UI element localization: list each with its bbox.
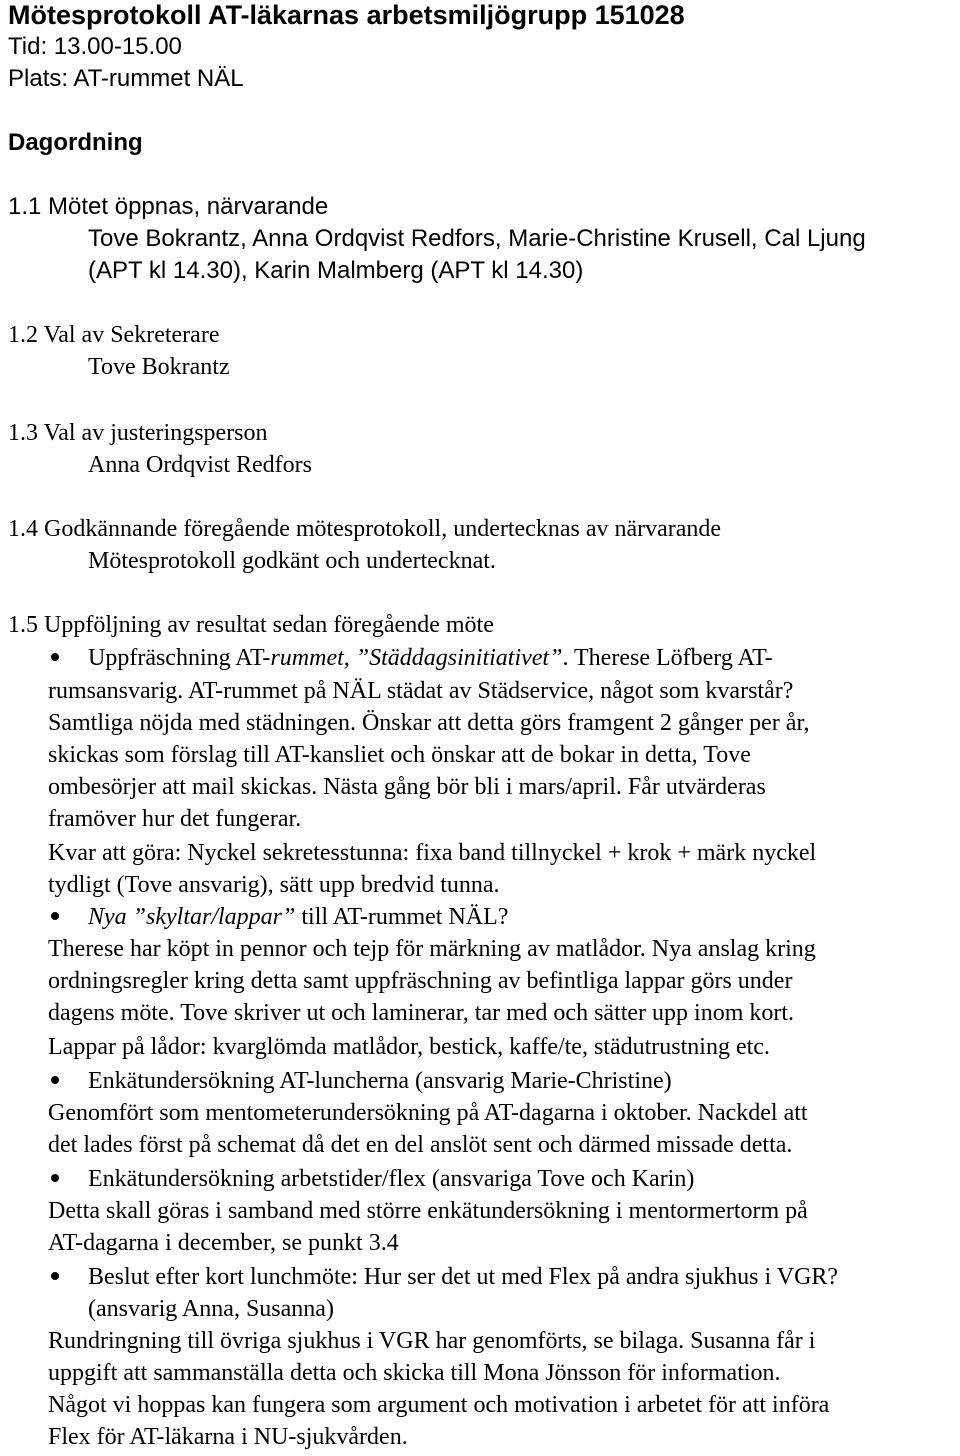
bullet-1-line-2: rumsansvarig. AT-rummet på NÄL städat av Städservice, något som kvarstår? bbox=[48, 678, 794, 704]
meeting-place: Plats: AT-rummet NÄL bbox=[8, 65, 244, 92]
bullet-2-line-4: dagens möte. Tove skriver ut och laminerar, tar med och sätter upp inom kort. bbox=[48, 1000, 795, 1026]
bullet-4-line-2: Detta skall göras i samband med större enkätundersökning i mentormertorm på bbox=[48, 1198, 808, 1224]
item-1-2-heading: 1.2 Val av Sekreterare bbox=[8, 322, 220, 348]
bullet-3-icon bbox=[51, 1076, 59, 1084]
bullet-2-line-5: Lappar på lådor: kvarglömda matlådor, bestick, kaffe/te, städutrustning etc. bbox=[48, 1034, 770, 1060]
bullet-3-line-3: det lades först på schemat då det en del anslöt sent och därmed missade detta. bbox=[48, 1132, 793, 1158]
meeting-time: Tid: 13.00-15.00 bbox=[8, 33, 182, 60]
item-1-3-heading: 1.3 Val av justeringsperson bbox=[8, 420, 268, 446]
bullet-1-line-8: tydligt (Tove ansvarig), sätt upp bredvid tunna. bbox=[48, 872, 500, 898]
bullet-1-line-7: Kvar att göra: Nyckel sekretesstunna: fixa band tillnyckel + krok + märk nyckel bbox=[48, 840, 817, 866]
bullet-5-line-1: Beslut efter kort lunchmöte: Hur ser det ut med Flex på andra sjukhus i VGR? bbox=[88, 1264, 839, 1290]
bullet-5-line-2: (ansvarig Anna, Susanna) bbox=[88, 1296, 334, 1322]
document-title: Mötesprotokoll AT-läkarnas arbetsmiljögrupp 151028 bbox=[8, 0, 685, 30]
bullet-5-line-4: uppgift att sammanställa detta och skicka till Mona Jönsson för information. bbox=[48, 1360, 781, 1386]
bullet-1-text-c: . Therese Löfberg AT- bbox=[562, 645, 773, 671]
bullet-1-text-a: Uppfräschning AT- bbox=[88, 645, 271, 671]
bullet-1-line-1 bbox=[88, 643, 773, 673]
bullet-4-line-1: Enkätundersökning arbetstider/flex (ansvariga Tove och Karin) bbox=[88, 1166, 695, 1192]
bullet-3-line-2: Genomfört som mentometerundersökning på AT-dagarna i oktober. Nackdel att bbox=[48, 1100, 808, 1126]
bullet-4-line-3: AT-dagarna i december, se punkt 3.4 bbox=[48, 1230, 399, 1256]
item-1-4-heading: 1.4 Godkännande föregående mötesprotokoll, undertecknas av närvarande bbox=[8, 516, 722, 542]
bullet-2-line-1 bbox=[88, 902, 508, 932]
item-1-1-line-2: (APT kl 14.30), Karin Malmberg (APT kl 14.30) bbox=[88, 257, 584, 284]
bullet-5-line-3: Rundringning till övriga sjukhus i VGR har genomförts, se bilaga. Susanna får i bbox=[48, 1328, 816, 1354]
bullet-1-line-3: Samtliga nöjda med städningen. Önskar att detta görs framgent 2 gånger per år, bbox=[48, 710, 810, 736]
bullet-2-line-3: ordningsregler kring detta samt uppfräschning av befintliga lappar görs under bbox=[48, 968, 793, 994]
bullet-5-icon bbox=[51, 1272, 59, 1280]
item-1-3-line-1: Anna Ordqvist Redfors bbox=[88, 452, 312, 478]
agenda-heading: Dagordning bbox=[8, 129, 143, 156]
bullet-3-line-1: Enkätundersökning AT-luncherna (ansvarig Marie-Christine) bbox=[88, 1068, 672, 1094]
bullet-1-text-italic: rummet, ”Städdagsinitiativet” bbox=[270, 645, 563, 671]
bullet-2-text-italic: Nya ”skyltar/lappar” bbox=[88, 904, 296, 930]
item-1-1-line-1: Tove Bokrantz, Anna Ordqvist Redfors, Marie-Christine Krusell, Cal Ljung bbox=[88, 225, 866, 252]
bullet-2-icon bbox=[51, 912, 59, 920]
bullet-4-icon bbox=[51, 1174, 59, 1182]
bullet-5-line-5: Något vi hoppas kan fungera som argument och motivation i arbetet för att införa bbox=[48, 1392, 830, 1418]
bullet-1-line-5: ombesörjer att mail skickas. Nästa gång bör bli i mars/april. Får utvärderas bbox=[48, 774, 766, 800]
bullet-1-line-4: skickas som förslag till AT-kansliet och önskar att de bokar in detta, Tove bbox=[48, 742, 751, 768]
item-1-4-line-1: Mötesprotokoll godkänt och undertecknat. bbox=[88, 548, 496, 574]
bullet-2-text-b: till AT-rummet NÄL? bbox=[295, 904, 509, 930]
item-1-1-heading: 1.1 Mötet öppnas, närvarande bbox=[8, 193, 329, 220]
bullet-1-line-6: framöver hur det fungerar. bbox=[48, 806, 302, 832]
bullet-5-line-6: Flex för AT-läkarna i NU-sjukvården. bbox=[48, 1424, 408, 1450]
bullet-2-line-2: Therese har köpt in pennor och tejp för märkning av matlådor. Nya anslag kring bbox=[48, 936, 816, 962]
item-1-2-line-1: Tove Bokrantz bbox=[88, 354, 230, 380]
bullet-1-icon bbox=[51, 653, 59, 661]
item-1-5-heading: 1.5 Uppföljning av resultat sedan föregående möte bbox=[8, 612, 494, 638]
